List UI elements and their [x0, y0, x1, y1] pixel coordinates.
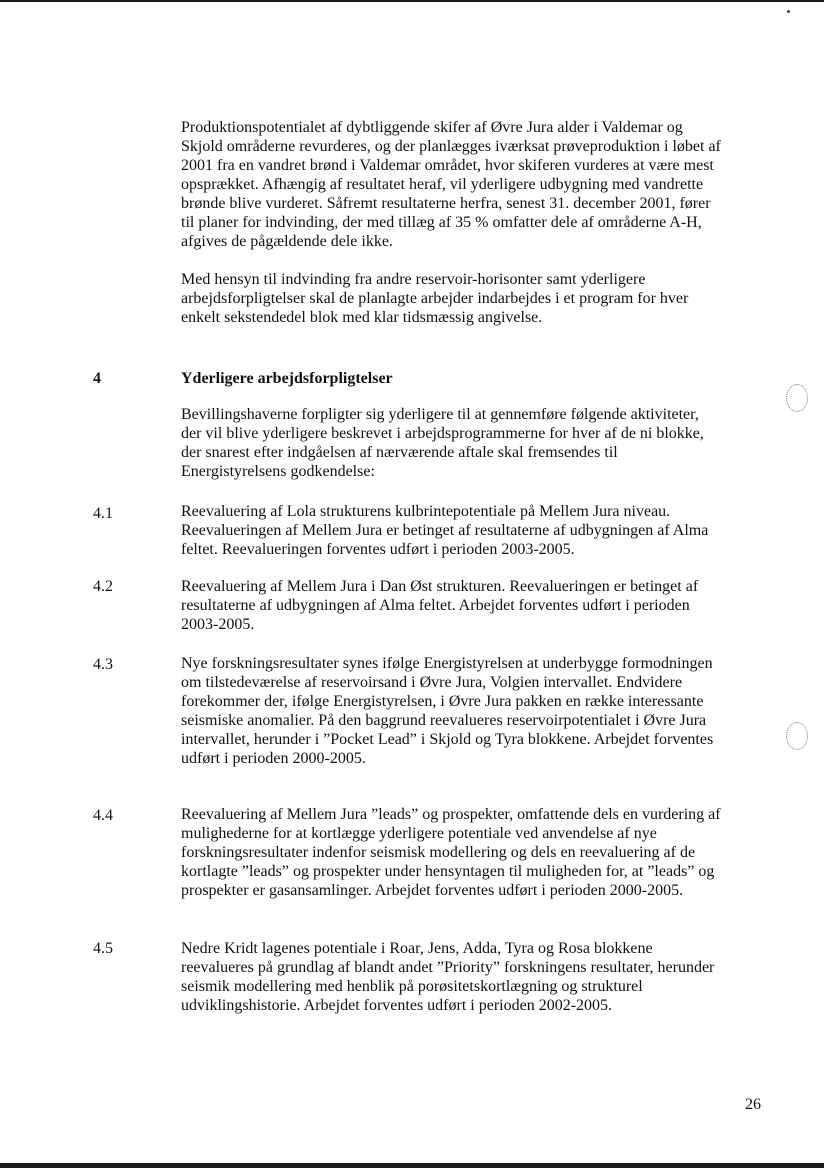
item-number: 4.2 — [93, 578, 113, 595]
scan-border-bottom — [0, 1163, 824, 1168]
scan-border-top — [0, 0, 824, 2]
item-number: 4.3 — [93, 656, 113, 673]
scan-speck — [787, 10, 790, 13]
item-text: Reevaluering af Mellem Jura i Dan Øst strukturen. Reevalueringen er betinget af resultaterne af udbygningen af Alma feltet. Arbejdet forventes udført i perioden 2003-2005. — [181, 578, 699, 633]
section-intro: Bevillingshaverne forpligter sig yderligere til at gennemføre følgende aktiviteter, der vil blive yderligere beskrevet i arbejdsprogrammerne for hver af de ni blokke, der snarest efter indgåelsen af nærværende aftale skal fremsendes til Energistyrelsens godkendelse: — [181, 406, 704, 480]
item-text: Reevaluering af Mellem Jura ”leads” og prospekter, omfattende dels en vurdering af mulighederne for at kortlægge yderligere potentiale ved anvendelse af nye forskningsresultater indenfor seismisk modellering og dels en reevaluering af de kortlagte ”leads” og prospekter under hensyntagen til muligheden for, at ”leads” og prospekter er gasansamlinger. Arbejdet forventes udført i perioden 2000-2005. — [181, 806, 721, 899]
item-number: 4.1 — [93, 505, 113, 522]
item-text: Reevaluering af Lola strukturens kulbrintepotentiale på Mellem Jura niveau. Reevalueringen af Mellem Jura er betinget af resultaterne af udbygningen af Alma feltet. Reevalueringen forventes udført i perioden 2003-2005. — [181, 503, 709, 558]
section-number: 4 — [93, 370, 101, 387]
punch-hole-mark — [786, 384, 808, 412]
paragraph-shale-production: Produktionspotentialet af dybtliggende skifer af Øvre Jura alder i Valdemar og Skjold områderne revurderes, og der planlægges iværksat prøveproduktion i løbet af 2001 fra en vandret brønd i Valdemar området, hvor skiferen vurderes at være mest opsprækket. Afhængig af resultatet heraf, vil yderligere udbygning med vandrette brønde blive vurderet. Såfremt resultaterne herfra, senest 31. december 2001, fører til planer for indvinding, der med tillæg af 35 % omfatter dele af områderne A-H, afgives de pågældende dele ikke. — [181, 119, 721, 250]
punch-hole-mark — [786, 722, 808, 750]
item-text: Nedre Kridt lagenes potentiale i Roar, Jens, Adda, Tyra og Rosa blokkene reevalueres på grundlag af blandt andet ”Priority” forskningens resultater, herunder seismik modellering med henblik på porøsitetskortlægning og strukturel udviklingshistorie. Arbejdet forventes udført i perioden 2002-2005. — [181, 940, 715, 1014]
item-number: 4.5 — [93, 940, 113, 957]
item-number: 4.4 — [93, 807, 113, 824]
paragraph-reservoir-horizons: Med hensyn til indvinding fra andre reservoir-horisonter samt yderligere arbejdsforpligtelser skal de planlagte arbejder indarbejdes i et program for hver enkelt sekstendedel blok med klar tidsmæssig angivelse. — [181, 271, 689, 326]
page-number: 26 — [745, 1096, 761, 1113]
section-title: Yderligere arbejdsforpligtelser — [181, 370, 393, 387]
item-text: Nye forskningsresultater synes ifølge Energistyrelsen at underbygge formodningen om tilstedeværelse af reservoirsand i Øvre Jura, Volgien intervallet. Endvidere forekommer der, ifølge Energistyrelsen, i Øvre Jura pakken en række interessante seismiske anomalier. På den baggrund reevalueres reservoirpotentialet i Øvre Jura intervallet, herunder i ”Pocket Lead” i Skjold og Tyra blokkene. Arbejdet forventes udført i perioden 2000-2005. — [181, 655, 714, 767]
